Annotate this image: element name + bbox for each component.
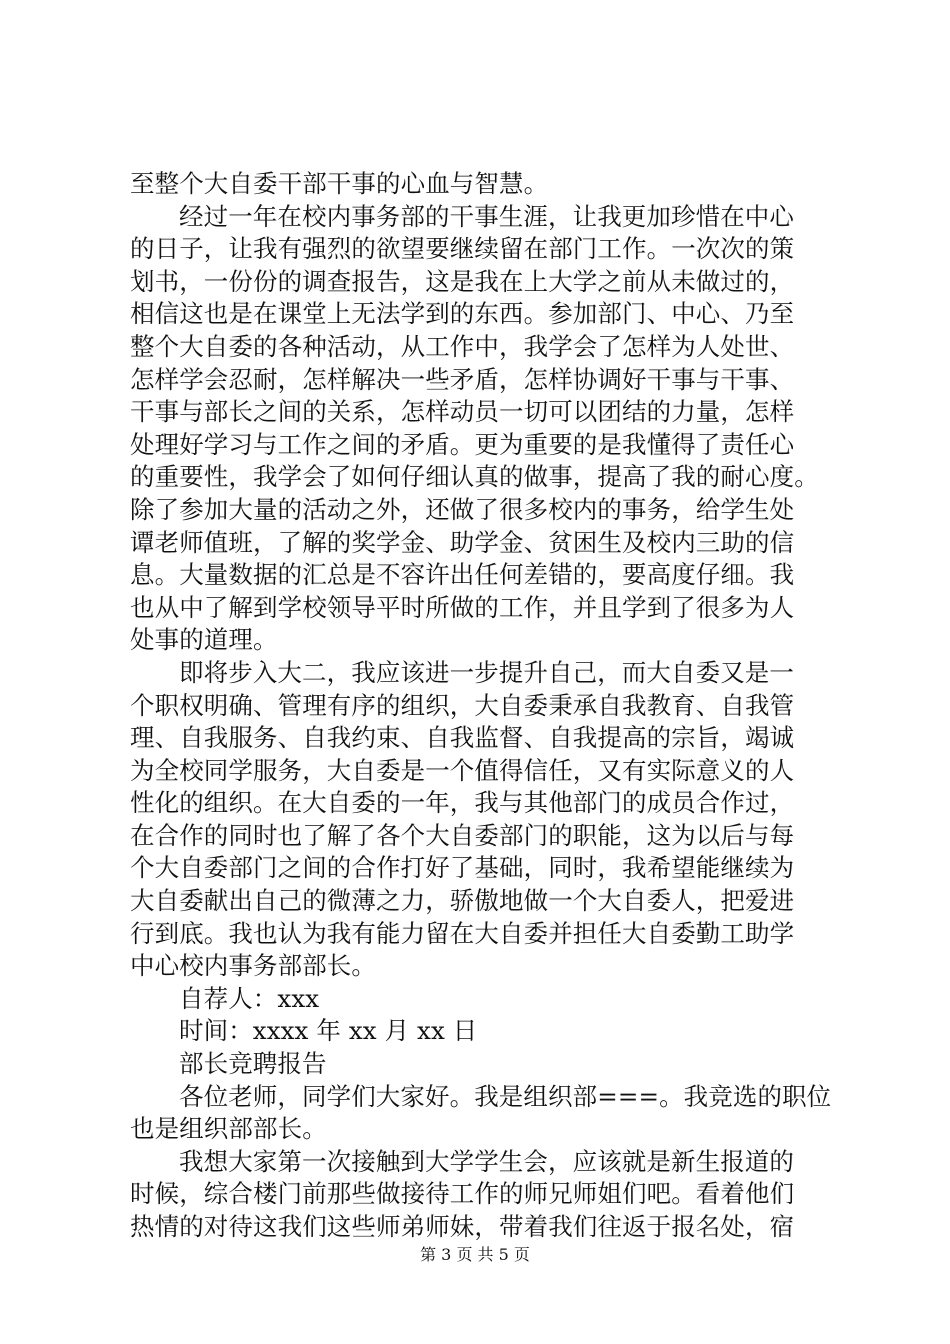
text-line: 也从中了解到学校领导平时所做的工作，并且学到了很多为人 — [130, 592, 795, 622]
text-line: 息。大量数据的汇总是不容许出任何差错的，要高度仔细。我 — [130, 560, 795, 590]
text-line: 大自委献出自己的微薄之力，骄傲地做一个大自委人，把爱进 — [130, 886, 795, 916]
text-line: 的重要性，我学会了如何仔细认真的做事，提高了我的耐心度。 — [130, 462, 819, 492]
text-line: 各位老师，同学们大家好。我是组织部===。我竞选的职位 — [179, 1081, 832, 1111]
text-line: 时间：xxxx 年 xx 月 xx 日 — [179, 1016, 478, 1046]
text-line: 时候，综合楼门前那些做接待工作的师兄师姐们吧。看着他们 — [130, 1179, 795, 1209]
text-line: 性化的组织。在大自委的一年，我与其他部门的成员合作过， — [130, 788, 795, 818]
text-line: 谭老师值班，了解的奖学金、助学金、贫困生及校内三助的信 — [130, 527, 795, 557]
text-line: 在合作的同时也了解了各个大自委部门的职能，这为以后与每 — [130, 820, 795, 850]
text-line: 相信这也是在课堂上无法学到的东西。参加部门、中心、乃至 — [130, 299, 795, 329]
text-line: 至整个大自委干部干事的心血与智慧。 — [130, 169, 549, 198]
text-line: 理、自我服务、自我约束、自我监督、自我提高的宗旨，竭诚 — [130, 723, 795, 753]
text-line: 即将步入大二，我应该进一步提升自己，而大自委又是一 — [179, 657, 794, 687]
text-line: 行到底。我也认为我有能力留在大自委并担任大自委勤工助学 — [130, 918, 795, 948]
text-line: 的日子，让我有强烈的欲望要继续留在部门工作。一次次的策 — [130, 234, 795, 264]
text-line: 个大自委部门之间的合作打好了基础，同时，我希望能继续为 — [130, 853, 795, 883]
text-line: 处理好学习与工作之间的矛盾。更为重要的是我懂得了责任心 — [130, 429, 795, 459]
text-line: 个职权明确、管理有序的组织，大自委秉承自我教育、自我管 — [130, 690, 795, 720]
text-line: 部长竞聘报告 — [179, 1049, 327, 1079]
page-footer: 第 3 页 共 5 页 — [420, 1245, 530, 1264]
text-line: 中心校内事务部部长。 — [130, 951, 376, 981]
text-line: 热情的对待这我们这些师弟师妹，带着我们往返于报名处，宿 — [130, 1212, 795, 1241]
text-line: 也是组织部部长。 — [130, 1114, 327, 1144]
text-line: 干事与部长之间的关系，怎样动员一切可以团结的力量，怎样 — [130, 397, 795, 427]
text-line: 除了参加大量的活动之外，还做了很多校内的事务，给学生处 — [130, 494, 795, 524]
text-line: 怎样学会忍耐，怎样解决一些矛盾，怎样协调好干事与干事、 — [130, 364, 795, 394]
document-body — [130, 168, 835, 1244]
text-line: 整个大自委的各种活动，从工作中，我学会了怎样为人处世、 — [130, 331, 795, 361]
text-line: 经过一年在校内事务部的干事生涯，让我更加珍惜在中心 — [179, 201, 794, 231]
text-line: 为全校同学服务，大自委是一个值得信任，又有实际意义的人 — [130, 755, 795, 785]
text-line: 处事的道理。 — [130, 625, 278, 655]
text-line: 划书，一份份的调查报告，这是我在上大学之前从未做过的， — [130, 266, 795, 296]
text-line: 我想大家第一次接触到大学学生会，应该就是新生报道的 — [179, 1146, 794, 1176]
text-line: 自荐人：xxx — [179, 983, 320, 1013]
